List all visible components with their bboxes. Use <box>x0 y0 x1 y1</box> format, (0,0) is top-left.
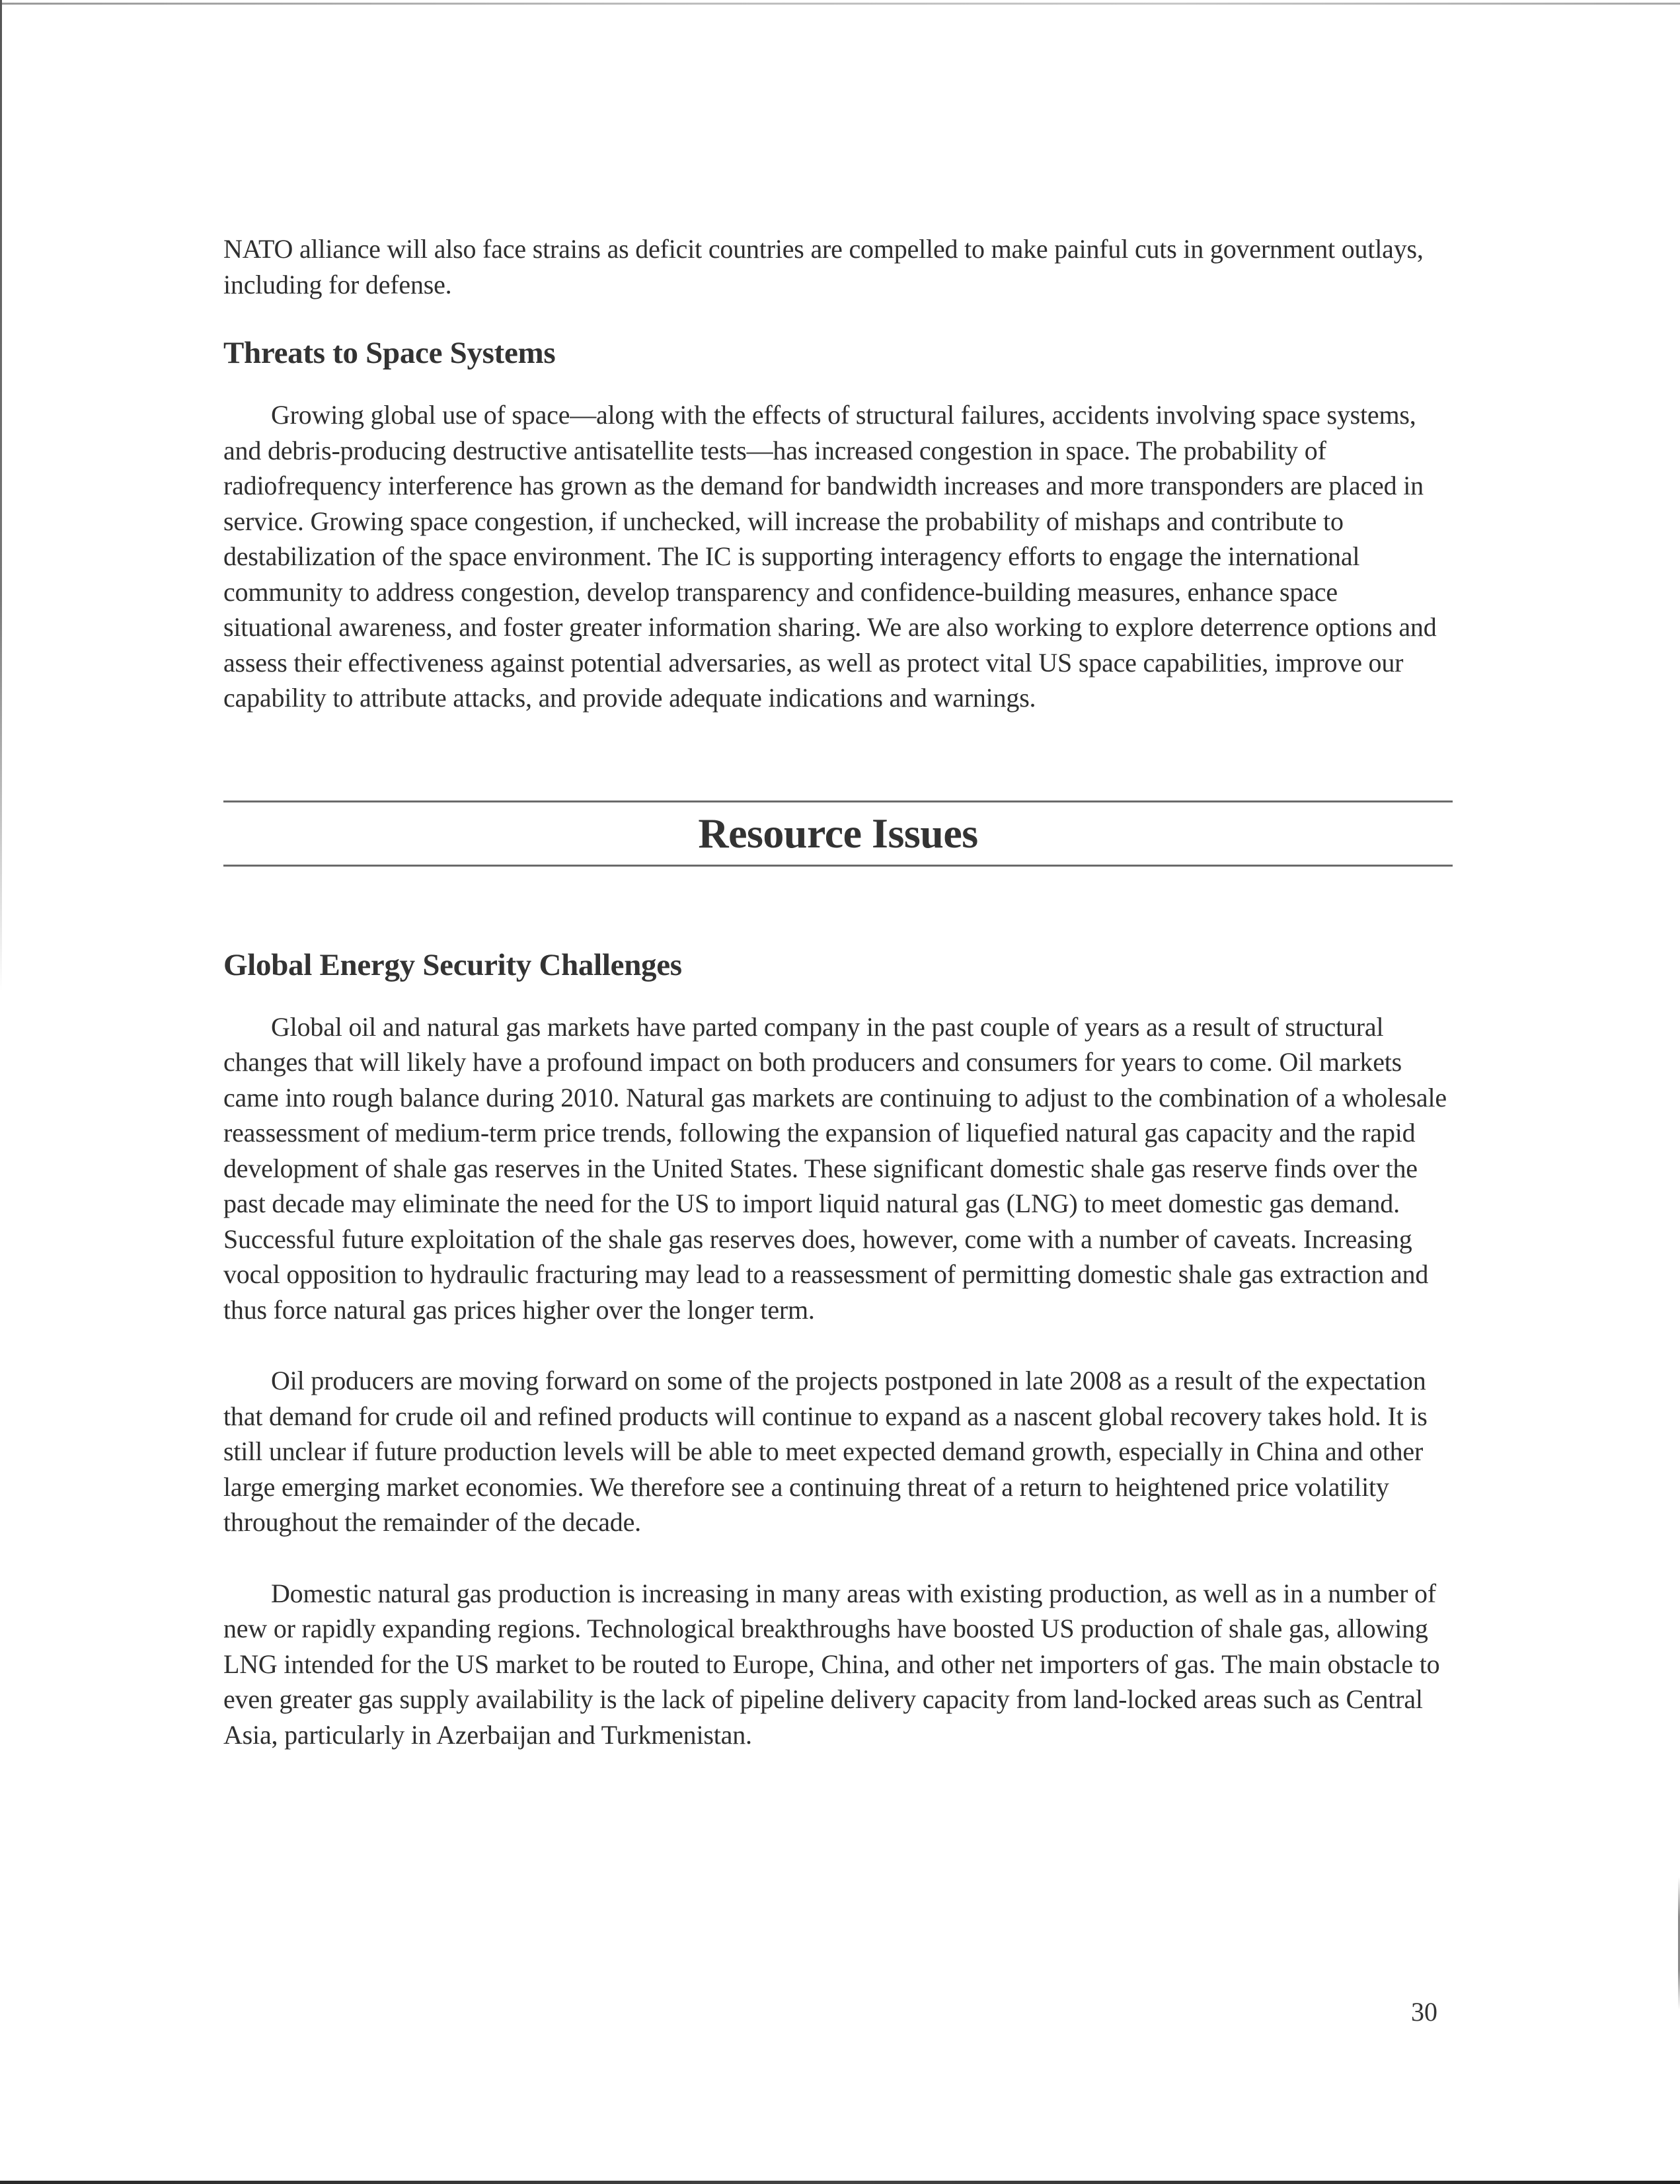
section-rule-bottom <box>223 865 1453 867</box>
page-number: 30 <box>1411 1997 1437 2027</box>
heading-threats-to-space-systems: Threats to Space Systems <box>223 336 556 370</box>
paragraph-oil-producers: Oil producers are moving forward on some of the projects postponed in late 2008 as a result of the expectation that demand for crude oil and refined products will continue to expand as a nascent global recovery takes hold. It is still unclear if future production levels will be able to meet expected demand growth, especially in China and other large emerging market economies. We therefore see a continuing threat of a return to heightened price volatility throughout the remainder of the decade. <box>223 1366 1428 1537</box>
section-title-resource-issues: Resource Issues <box>698 809 978 857</box>
heading-global-energy-security: Global Energy Security Challenges <box>223 947 682 982</box>
scan-edge-top <box>0 3 1680 5</box>
scan-edge-bottom <box>0 2181 1680 2184</box>
section-rule-top <box>223 800 1453 802</box>
paragraph-space-systems: Growing global use of space—along with the effects of structural failures, accidents involving space systems, and debris-producing destructive antisatellite tests—has increased congestion in space. The probability of radiofrequency interference has grown as the demand for bandwidth increases and more transponders are placed in service. Growing space congestion, if unchecked, will increase the probability of mishaps and contribute to destabilization of the space environment. The IC is supporting interagency efforts to engage the international community to address congestion, develop transparency and confidence-building measures, enhance space situational awareness, and foster greater information sharing. We are also working to explore deterrence options and assess their effectiveness against potential adversaries, as well as protect vital US space capabilities, improve our capability to attribute attacks, and provide adequate indications and warnings. <box>223 400 1437 713</box>
document-page <box>223 231 1453 1752</box>
continuation-paragraph: NATO alliance will also face strains as deficit countries are compelled to make painful cuts in government outlays, including for defense. <box>223 234 1424 299</box>
paragraph-energy-markets: Global oil and natural gas markets have parted company in the past couple of years as a result of structural changes that will likely have a profound impact on both producers and consumers for years to come. Oil markets came into rough balance during 2010. Natural gas markets are continuing to adjust to the combination of a wholesale reassessment of medium-term price trends, following the expansion of liquefied natural gas capacity and the rapid development of shale gas reserves in the United States. These significant domestic shale gas reserve finds over the past decade may eliminate the need for the US to import liquid natural gas (LNG) to meet domestic gas demand. Successful future exploitation of the shale gas reserves does, however, come with a number of caveats. Increasing vocal opposition to hydraulic fracturing may lead to a reassessment of permitting domestic shale gas extraction and thus force natural gas prices higher over the longer term. <box>223 1011 1447 1325</box>
scan-edge-left <box>0 0 2 992</box>
paragraph-domestic-gas: Domestic natural gas production is increasing in many areas with existing production, as well as in a number of new or rapidly expanding regions. Technological breakthroughs have boosted US production of shale gas, allowing LNG intended for the US market to be routed to Europe, China, and other net importers of gas. The main obstacle to even greater gas supply availability is the lack of pipeline delivery capacity from land-locked areas such as Central Asia, particularly in Azerbaijan and Turkmenistan. <box>223 1578 1440 1750</box>
